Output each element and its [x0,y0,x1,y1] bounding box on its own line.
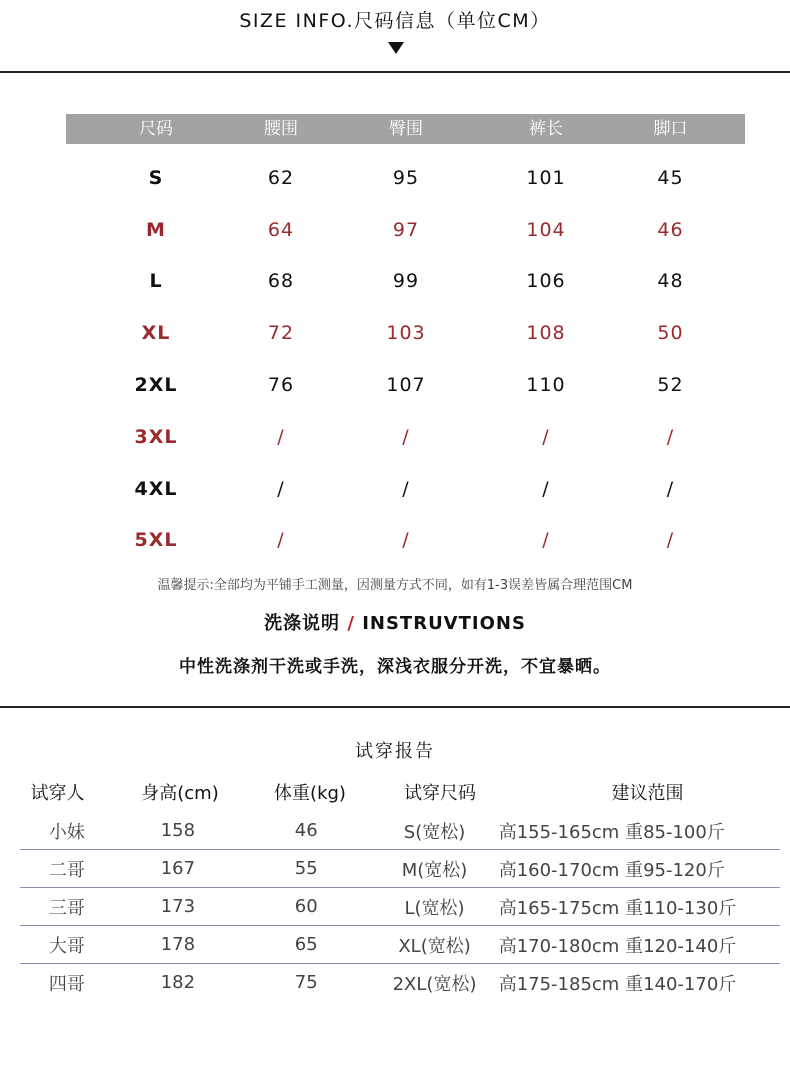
hip-cell: 107 [386,374,426,397]
page-title: SIZE INFO.尺码信息（单位CM） [239,10,551,32]
waist-cell: 72 [267,322,295,345]
person-cell: 三哥 [48,897,85,919]
table-row [20,888,780,926]
weight-cell: 55 [294,858,318,879]
report-header-range: 建议范围 [611,783,684,804]
wash-title-cn: 洗涤说明 [264,613,341,634]
weight-cell: 60 [294,896,318,917]
wash-title [0,609,790,635]
weight-cell: 46 [294,820,318,841]
table-row [66,152,745,204]
hem-cell: 50 [657,322,684,345]
size-cell: M(宽松) [401,859,468,881]
waist-cell: 64 [267,218,295,241]
length-cell: 104 [526,218,566,241]
person-cell: 二哥 [48,859,85,881]
size-cell: S(宽松) [403,821,466,843]
size-cell: 5XL [134,529,178,552]
size-cell: 3XL [134,425,178,448]
table-row [66,307,745,359]
person-cell: 大哥 [48,935,85,957]
report-header-weight: 体重(kg) [274,783,346,804]
hip-cell: 95 [392,166,420,189]
hip-cell: 99 [392,270,420,293]
hip-cell: 103 [386,322,426,345]
length-cell: 110 [526,374,566,397]
table-row [20,964,780,1001]
divider [0,706,790,708]
height-cell: 182 [160,972,196,993]
report-header-row [0,772,790,812]
size-cell: L [149,270,163,293]
size-cell: XL(宽松) [398,935,471,957]
column-header-length: 裤长 [529,119,563,139]
column-header-hem: 脚口 [653,119,688,139]
down-triangle-icon [388,42,404,54]
table-row [66,204,745,256]
hem-cell: 48 [657,270,684,293]
range-cell: 高170-180cm 重120-140斤 [498,935,737,957]
range-cell: 高155-165cm 重85-100斤 [498,821,725,843]
waist-cell: 68 [267,270,295,293]
hem-cell: 52 [657,374,684,397]
column-header-hip: 臀围 [389,119,423,139]
size-cell: 4XL [134,477,178,500]
height-cell: 178 [160,934,196,955]
report-body [20,812,780,1001]
weight-cell: 75 [294,972,318,993]
table-row [66,515,745,567]
fit-report-table [0,772,790,1001]
table-row [20,926,780,964]
report-title: 试穿报告 [355,741,435,762]
size-cell: L(宽松) [404,897,465,919]
wash-title-slash: / [347,613,355,634]
length-cell: / [542,477,550,500]
wash-title-en: INSTRUVTIONS [362,613,526,634]
range-cell: 高160-170cm 重95-120斤 [498,859,725,881]
size-cell: 2XL [134,374,178,397]
hip-cell: 97 [392,218,420,241]
hem-cell: / [666,529,675,552]
waist-cell: / [277,425,285,448]
hem-cell: / [666,477,675,500]
table-row [20,850,780,888]
hip-cell: / [402,425,410,448]
size-cell: 2XL(宽松) [392,973,477,995]
size-table-body [66,152,745,566]
waist-cell: 76 [267,374,295,397]
size-cell: XL [141,322,171,345]
hem-cell: 45 [657,166,684,189]
measurement-note: 温馨提示:全部均为平铺手工测量，因测量方式不同，如有1-3误差皆属合理范围CM [157,578,633,593]
table-row [66,359,745,411]
weight-cell: 65 [294,934,318,955]
hip-cell: / [402,529,410,552]
person-cell: 四哥 [48,973,85,995]
waist-cell: / [277,529,285,552]
hem-cell: / [666,425,675,448]
table-row [66,463,745,515]
length-cell: 101 [526,166,566,189]
hem-cell: 46 [657,218,684,241]
waist-cell: / [277,477,285,500]
hip-cell: / [402,477,410,500]
height-cell: 173 [160,896,196,917]
divider [0,71,790,73]
range-cell: 高165-175cm 重110-130斤 [498,897,737,919]
waist-cell: 62 [267,166,295,189]
column-header-waist: 腰围 [264,119,298,139]
report-header-height: 身高(cm) [141,783,219,804]
table-row [66,411,745,463]
size-cell: S [148,166,164,189]
height-cell: 167 [160,858,196,879]
size-table-header [66,114,745,144]
wash-instructions: 中性洗涤剂干洗或手洗，深浅衣服分开洗，不宜暴晒。 [179,657,611,677]
size-cell: M [146,218,166,241]
length-cell: 108 [526,322,566,345]
column-header-size: 尺码 [139,119,173,139]
range-cell: 高175-185cm 重140-170斤 [498,973,737,995]
table-row [20,812,780,850]
table-row [66,256,745,308]
report-header-size: 试穿尺码 [404,783,476,804]
length-cell: / [542,529,550,552]
length-cell: 106 [526,270,566,293]
height-cell: 158 [160,820,196,841]
report-header-person: 试穿人 [30,783,85,804]
person-cell: 小妹 [48,821,85,843]
length-cell: / [542,425,550,448]
